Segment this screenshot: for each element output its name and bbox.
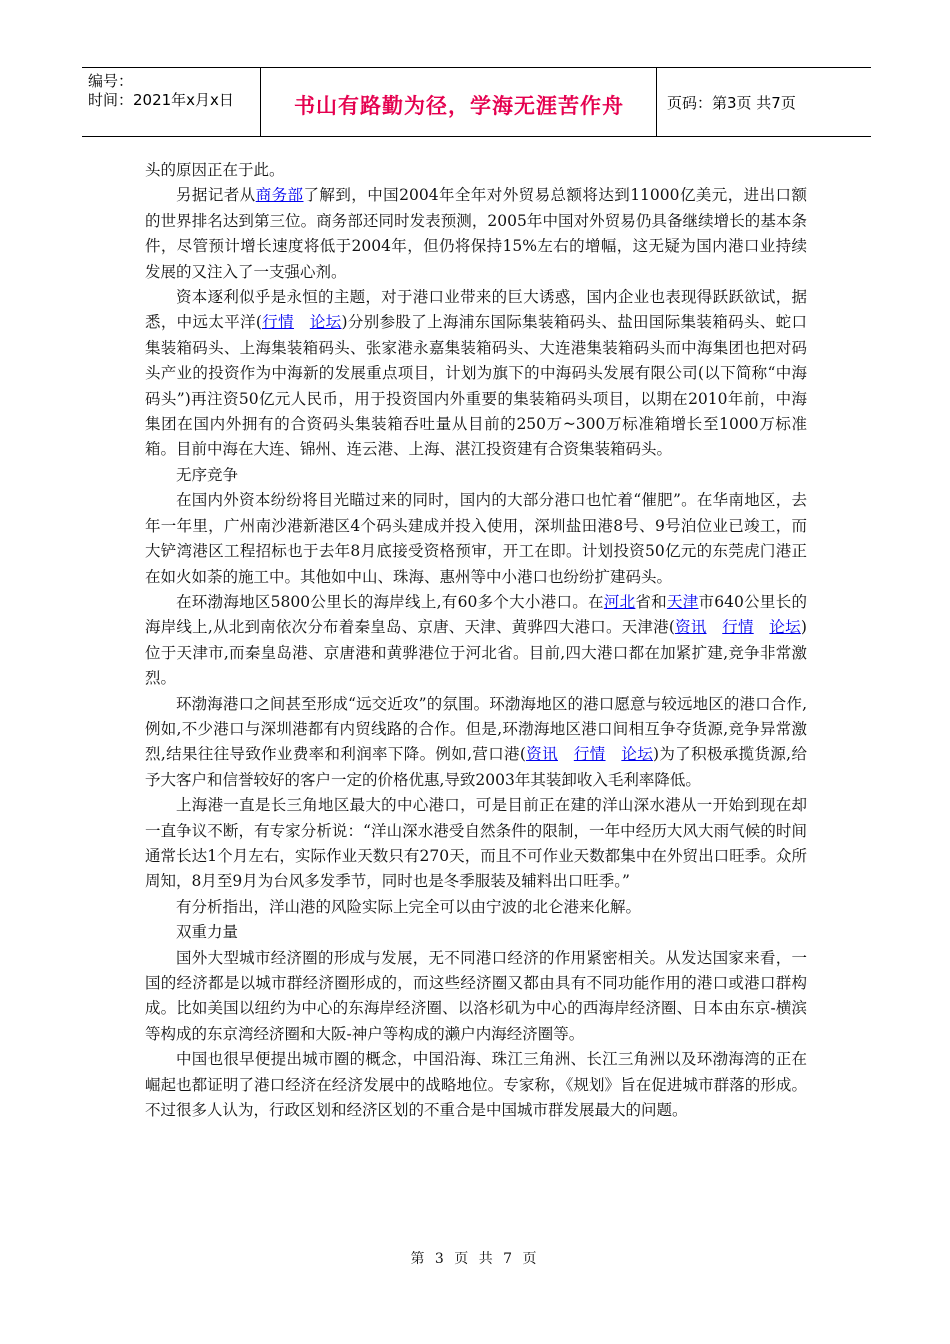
inline-link[interactable]: 行情 <box>722 618 754 637</box>
paragraph-text: 资本逐利似乎是永恒的主题，对于港口业带来的巨大诱惑，国内企业也表现得跃跃欲试，据悉，中远太平洋( <box>145 288 807 332</box>
page-footer: 第 3 页 共 7 页 <box>410 1251 540 1267</box>
paragraph-text: 市640公里长的海岸线上,从北到南依次分布着秦皇岛、京唐、天津、黄骅四大港口。天津港( <box>145 592 807 637</box>
header-divider <box>656 68 657 136</box>
inline-link[interactable]: 商务部 <box>255 186 304 205</box>
paragraph-text <box>294 313 310 331</box>
header-divider <box>260 68 261 136</box>
article-body <box>145 158 807 1123</box>
paragraph-text: 另据记者从 <box>176 186 256 205</box>
paragraph-text: )为了积极承揽货源,给予大客户和信誉较好的客户一定的价格优惠,导致2003年其装卸收入毛利率降低。 <box>145 745 807 789</box>
inline-link[interactable]: 论坛 <box>621 745 654 764</box>
inline-link[interactable]: 论坛 <box>309 313 342 332</box>
paragraph-text <box>606 745 622 763</box>
paragraph-text: 省和 <box>635 592 667 611</box>
paragraph-text: 上海港一直是长三角地区最大的中心港口，可是目前正在建的洋山深水港从一开始到现在却一直争议不断，有专家分析说：“洋山深水港受自然条件的限制，一年中经历大风大雨气候的时间通常长达1个月左右，实际作业天数只有270天，而且不可作业天数都集中在外贸出口旺季。众所周知，8月至9月为台风多发季节，同时也是冬季服装及辅料出口旺季。” <box>145 796 807 891</box>
paragraph <box>145 590 807 692</box>
paragraph-text: 了解到，中国2004年全年对外贸易总额将达到11000亿美元，进出口额的世界排名达到第三位。商务部还同时发表预测，2005年中国对外贸易仍具备继续增长的基本条件，尽管预计增长速度将低于2004年，但仍将保持15%左右的增幅，这无疑为国内港口业持续发展的又注入了一支强心剂。 <box>145 186 807 281</box>
paragraph-text: 无序竞争 <box>176 465 239 484</box>
inline-link[interactable]: 行情 <box>573 745 606 764</box>
paragraph <box>145 895 807 920</box>
paragraph <box>145 946 807 1048</box>
paragraph <box>145 1047 807 1123</box>
paragraph <box>145 285 807 463</box>
paragraph-text <box>707 618 723 636</box>
paragraph <box>145 463 807 488</box>
header-meta <box>88 72 234 110</box>
paragraph-text: 国外大型城市经济圈的形成与发展，无不同港口经济的作用紧密相关。从发达国家来看，一国的经济都是以城市群经济圈形成的，而这些经济圈又都由具有不同功能作用的港口或港口群构成。比如美国以纽约为中心的东海岸经济圈、以洛杉矶为中心的西海岸经济圈、日本由东京-横滨等构成的东京湾经济圈和大阪-神户等构成的濑户内海经济圈等。 <box>145 948 807 1043</box>
paragraph-text: 在环渤海地区5800公里长的海岸线上,有60多个大小港口。在 <box>176 592 604 611</box>
inline-link[interactable]: 天津 <box>666 592 699 611</box>
doc-number-label: 编号： <box>88 72 134 90</box>
inline-link[interactable]: 河北 <box>603 592 636 611</box>
page-header <box>82 67 871 137</box>
paragraph-text: 在国内外资本纷纷将目光瞄过来的同时，国内的大部分港口也忙着“催肥”。在华南地区，去年一年里，广州南沙港新港区4个码头建成并投入使用，深圳盐田港8号、9号泊位业已竣工，而大铲湾港区工程招标也于去年8月底接受资格预审，开工在即。计划投资50亿元的东莞虎门港正在如火如荼的施工中。其他如中山、珠海、惠州等中小港口也纷纷扩建码头。 <box>145 491 807 586</box>
paragraph-text <box>754 618 770 636</box>
paragraph-text: )位于天津市,而秦皇岛港、京唐港和黄骅港位于河北省。目前,四大港口都在加紧扩建,竞争非常激烈。 <box>145 618 807 688</box>
header-motto: 书山有路勤为径，学海无涯苦作舟 <box>294 94 624 118</box>
inline-link[interactable]: 论坛 <box>769 618 801 637</box>
paragraph-text: 有分析指出，洋山港的风险实际上完全可以由宁波的北仑港来化解。 <box>176 897 642 916</box>
paragraph-text: )分别参股了上海浦东国际集装箱码头、盐田国际集装箱码头、蛇口集装箱码头、上海集装箱码头、张家港永嘉集装箱码头、大连港集装箱码头而中海集团也把对码头产业的投资作为中海新的发展重点项目，计划为旗下的中海码头发展有限公司(以下简称“中海码头”)再注资50亿元人民币，用于投资国内外重要的集装箱码头项目，以期在2010年前，中海集团在国内外拥有的合资码头集装箱吞吐量从目前的250万~300万标准箱增长至1000万标准箱。目前中海在大连、锦州、连云港、上海、湛江投资建有合资集装箱码头。 <box>145 313 807 459</box>
paragraph-text: 环渤海港口之间甚至形成“远交近攻”的氛围。环渤海地区的港口愿意与较远地区的港口合作,例如,不少港口与深圳港都有内贸线路的合作。但是,环渤海地区港口间相互争夺货源,竞争异常激烈,结果往往导致作业费率和利润率下降。例如,营口港( <box>145 694 807 764</box>
paragraph <box>145 793 807 895</box>
paragraph-text <box>558 745 574 763</box>
paragraph <box>145 692 807 794</box>
paragraph-text: 头的原因正在于此。 <box>145 161 285 179</box>
inline-link[interactable]: 资讯 <box>674 618 707 637</box>
header-page-number: 页码：第3页 共7页 <box>667 94 796 112</box>
paragraph <box>145 158 807 183</box>
paragraph <box>145 488 807 590</box>
inline-link[interactable]: 行情 <box>261 313 294 332</box>
paragraph <box>145 920 807 945</box>
paragraph-text: 双重力量 <box>176 923 239 942</box>
doc-date-label: 时间：2021年x月x日 <box>88 91 234 109</box>
paragraph <box>145 183 807 285</box>
inline-link[interactable]: 资讯 <box>525 745 558 764</box>
paragraph-text: 中国也很早便提出城市圈的概念，中国沿海、珠江三角洲、长江三角洲以及环渤海湾的正在崛起也都证明了港口经济在经济发展中的战略地位。专家称，《规划》旨在促进城市群落的形成。不过很多人认为，行政区划和经济区划的不重合是中国城市群发展最大的问题。 <box>145 1050 807 1120</box>
